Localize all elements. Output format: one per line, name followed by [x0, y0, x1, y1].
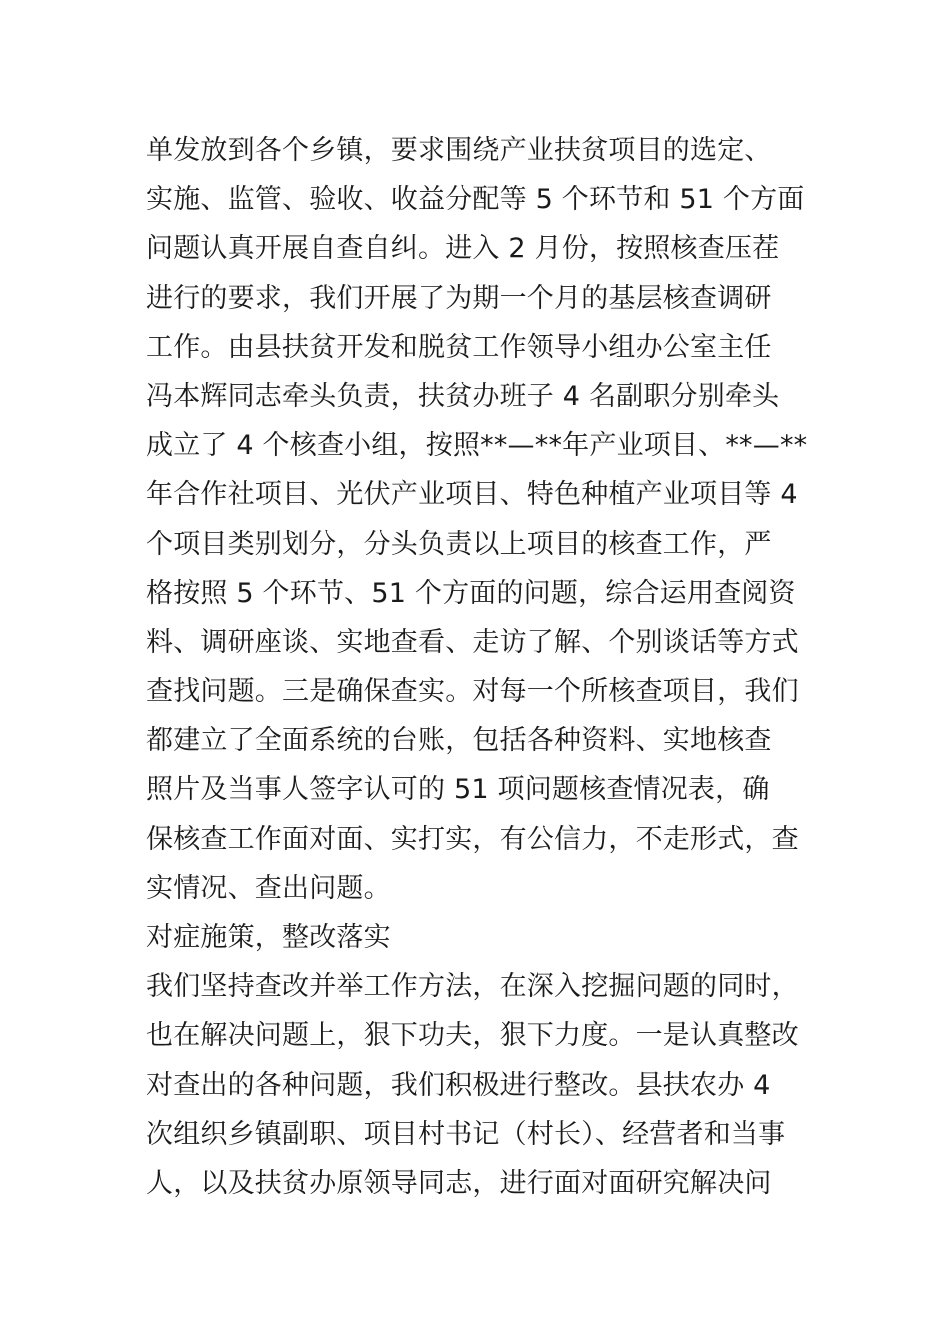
text-line: 实情况、查出问题。	[146, 872, 391, 904]
text-line: 实施、监管、验收、收益分配等 5 个环节和 51 个方面	[146, 184, 805, 216]
text-line: 都建立了全面系统的台账，包括各种资料、实地核查	[146, 725, 772, 757]
text-line: 查找问题。三是确保查实。对每一个所核查项目，我们	[146, 676, 799, 708]
text-line: 工作。由县扶贫开发和脱贫工作领导小组办公室主任	[146, 331, 772, 363]
text-line: 进行的要求，我们开展了为期一个月的基层核查调研	[146, 282, 772, 314]
section-heading: 对症施策，整改落实	[146, 922, 391, 953]
text-line: 也在解决问题上，狠下功夫，狠下力度。一是认真整改	[146, 1020, 799, 1052]
text-line: 年合作社项目、光伏产业项目、特色种植产业项目等 4	[146, 479, 798, 511]
text-line: 单发放到各个乡镇，要求围绕产业扶贫项目的选定、	[146, 135, 772, 166]
text-line: 成立了 4 个核查小组，按照**—**年产业项目、**—**	[146, 430, 808, 462]
text-line: 人，以及扶贫办原领导同志，进行面对面研究解决问	[146, 1167, 772, 1199]
body-text	[146, 126, 826, 1208]
text-line: 对查出的各种问题，我们积极进行整改。县扶农办 4	[146, 1069, 771, 1101]
text-line: 个项目类别划分，分头负责以上项目的核查工作，严	[146, 528, 772, 560]
text-line: 保核查工作面对面、实打实，有公信力，不走形式，查	[146, 823, 799, 855]
text-line: 料、调研座谈、实地查看、走访了解、个别谈话等方式	[146, 626, 799, 658]
text-line: 问题认真开展自查自纠。进入 2 月份，按照核查压茬	[146, 233, 780, 265]
text-line: 冯本辉同志牵头负责，扶贫办班子 4 名副职分别牵头	[146, 380, 780, 412]
text-line: 格按照 5 个环节、51 个方面的问题，综合运用查阅资	[146, 577, 796, 609]
text-line: 照片及当事人签字认可的 51 项问题核查情况表，确	[146, 774, 770, 806]
text-line: 我们坚持查改并举工作方法，在深入挖掘问题的同时，	[146, 971, 799, 1003]
text-line: 次组织乡镇副职、项目村书记（村长）、经营者和当事	[146, 1118, 786, 1150]
